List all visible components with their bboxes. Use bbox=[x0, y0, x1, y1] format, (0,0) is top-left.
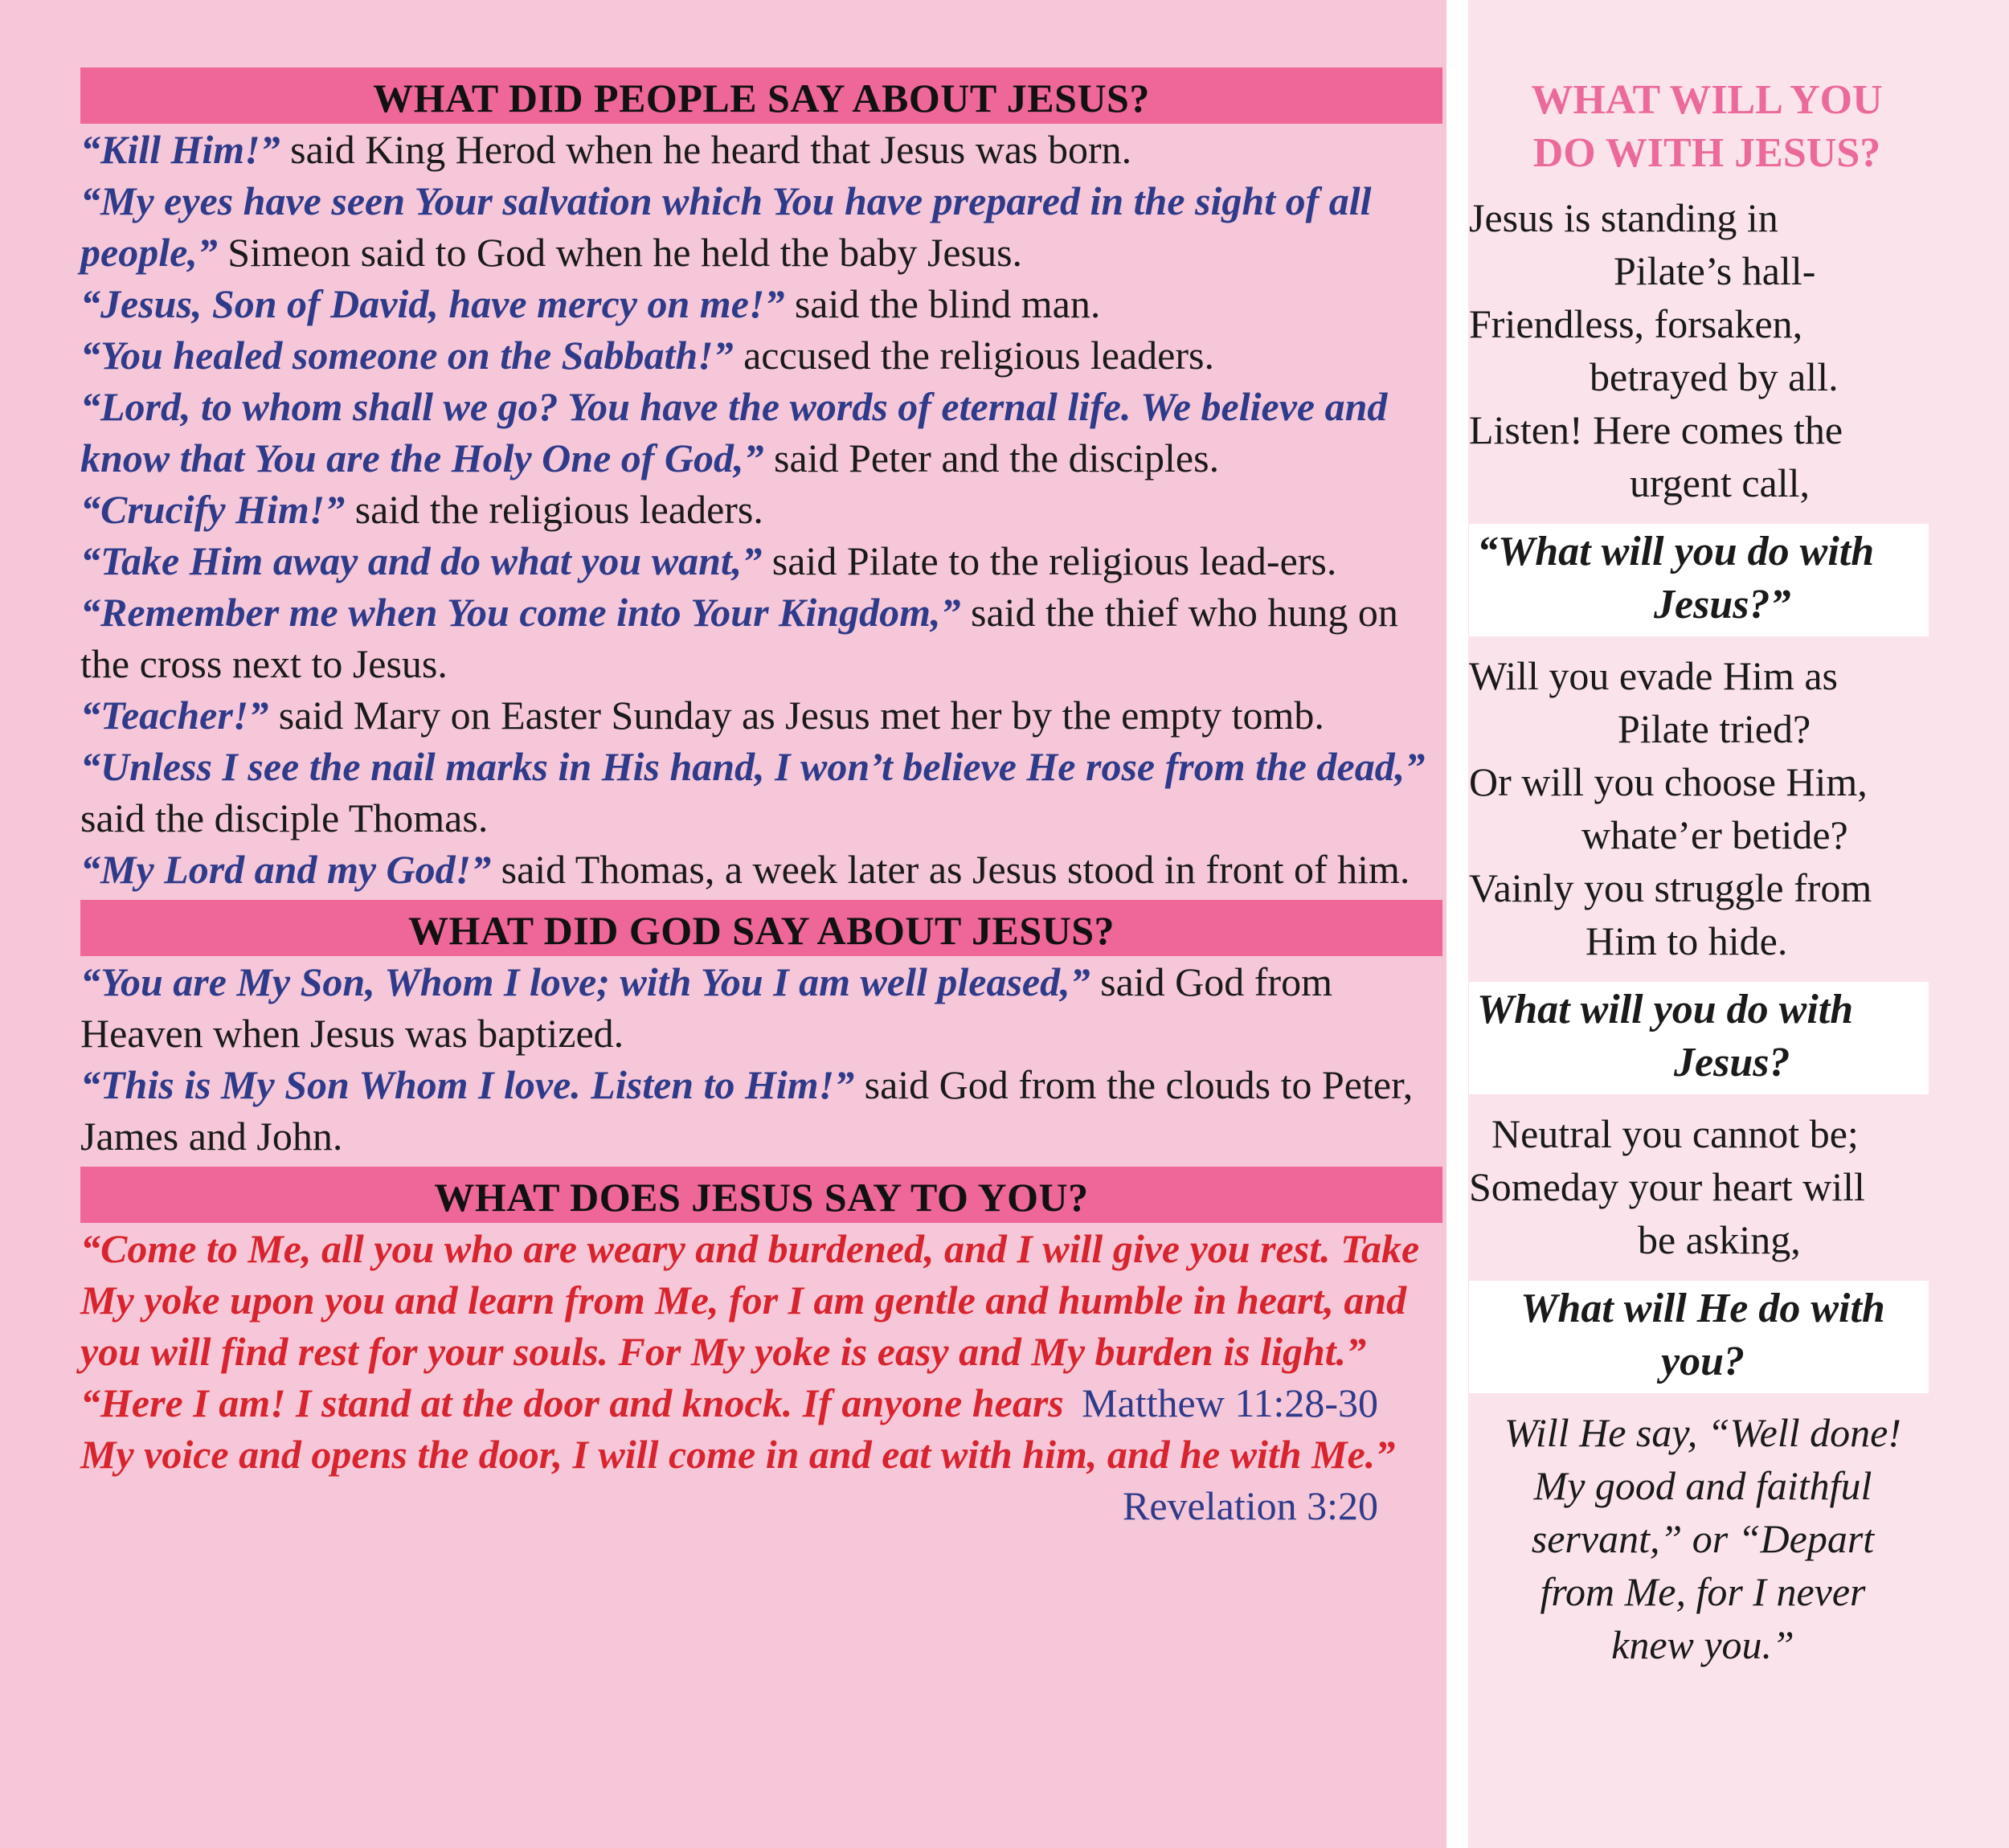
poem-line: Pilate tried? bbox=[1618, 706, 1811, 751]
final-stanza bbox=[1469, 1406, 1929, 1671]
people-quotes bbox=[80, 124, 1442, 895]
stanza-3 bbox=[1469, 1107, 1929, 1266]
ref-revelation: Revelation 3:20 bbox=[1123, 1483, 1378, 1528]
quote-attribution: said the thief who hung on the cross next to Jesus. bbox=[80, 590, 1398, 686]
right-column bbox=[1469, 74, 1929, 1671]
quote-text: “Lord, to whom shall we go? You have the words of eternal life. We believe and know that You are the Holy One of God,” bbox=[80, 384, 1388, 480]
final-line: servant,” or “Depart bbox=[1531, 1516, 1875, 1561]
quote-attribution: said Peter and the disciples. bbox=[763, 435, 1220, 480]
quote-attribution: said God from the clouds to Peter, James and John. bbox=[80, 1062, 1414, 1159]
quote-text: “Remember me when You come into Your Kingdom,” bbox=[80, 590, 961, 635]
poem-line: whate’er betide? bbox=[1581, 812, 1848, 857]
call-2-line-2: Jesus? bbox=[1674, 1040, 1790, 1085]
poem-line: Someday your heart will bbox=[1469, 1164, 1865, 1209]
quote-attribution: said Thomas, a week later as Jesus stood in front of him. bbox=[491, 847, 1410, 892]
quote-entry bbox=[80, 484, 1442, 535]
god-quotes bbox=[80, 956, 1442, 1162]
final-line: from Me, for I never bbox=[1540, 1569, 1866, 1614]
quote-text: “You healed someone on the Sabbath!” bbox=[80, 333, 734, 378]
call-1-line-1: “What will you do with bbox=[1477, 529, 1875, 574]
quote-entry bbox=[80, 844, 1442, 895]
quote-attribution: accused the religious leaders. bbox=[733, 333, 1214, 378]
ref-matthew: Matthew 11:28-30 bbox=[1082, 1380, 1378, 1425]
quote-text: “Teacher!” bbox=[80, 693, 269, 738]
poem-line: Him to hide. bbox=[1586, 918, 1788, 963]
poem-line: Jesus is standing in bbox=[1469, 195, 1778, 240]
quote-attribution: said Mary on Easter Sunday as Jesus met her by the empty tomb. bbox=[268, 693, 1324, 738]
stanza-1 bbox=[1469, 191, 1929, 509]
verse-revelation: “Here I am! I stand at the door and knock. If anyone hears My voice and opens the door, I will come in and eat with him, and he with Me.” bbox=[80, 1380, 1396, 1477]
poem-line: Vainly you struggle from bbox=[1469, 865, 1872, 910]
poem-line: Or will you choose Him, bbox=[1469, 759, 1868, 804]
quote-text: “Jesus, Son of David, have mercy on me!” bbox=[80, 281, 785, 326]
poem-title-line-1: WHAT WILL YOU bbox=[1531, 77, 1883, 123]
poem-line: Will you evade Him as bbox=[1469, 653, 1838, 698]
quote-entry bbox=[80, 124, 1442, 175]
verse-matthew bbox=[80, 1223, 1442, 1425]
quote-attribution: said the disciple Thomas. bbox=[80, 795, 489, 840]
quote-entry bbox=[80, 535, 1442, 587]
quote-attribution: said King Herod when he heard that Jesus was born. bbox=[280, 127, 1132, 172]
quote-entry bbox=[80, 381, 1442, 484]
quote-text: “Crucify Him!” bbox=[80, 487, 346, 532]
quote-attribution: said God from Heaven when Jesus was baptized. bbox=[80, 959, 1332, 1056]
poem-line: urgent call, bbox=[1630, 460, 1810, 505]
quote-entry bbox=[80, 329, 1442, 381]
call-box-1 bbox=[1469, 524, 1929, 636]
quote-attribution: said the blind man. bbox=[784, 281, 1101, 326]
call-2-line-1: What will you do with bbox=[1477, 987, 1854, 1032]
section-heading-jesus: WHAT DOES JESUS SAY TO YOU? bbox=[80, 1167, 1442, 1223]
poem-line: Neutral you cannot be; bbox=[1491, 1111, 1859, 1156]
verse-matthew-text: “Come to Me, all you who are weary and burdened, and I will give you rest. Take My yoke upon you and learn from Me, for I am gentle and humble in heart, and you will find rest for your souls. For My yoke is easy and My burden is light.” bbox=[80, 1226, 1420, 1374]
quote-entry bbox=[80, 1059, 1442, 1162]
stanza-2 bbox=[1469, 649, 1929, 967]
quote-text: “My eyes have seen Your salvation which You have prepared in the sight of all people,” bbox=[80, 178, 1372, 275]
call-3-line-2: you? bbox=[1661, 1339, 1745, 1384]
poem-line: betrayed by all. bbox=[1590, 354, 1839, 399]
poem-line: Listen! Here comes the bbox=[1469, 407, 1843, 452]
quote-text: “Unless I see the nail marks in His hand, I won’t believe He rose from the dead,” bbox=[80, 744, 1426, 789]
quote-attribution: said the religious leaders. bbox=[345, 487, 763, 532]
call-3-line-1: What will He do with bbox=[1520, 1286, 1885, 1331]
call-box-2 bbox=[1469, 982, 1929, 1094]
quote-entry bbox=[80, 956, 1442, 1059]
quote-text: “Take Him away and do what you want,” bbox=[80, 538, 763, 583]
section-heading-god: WHAT DID GOD SAY ABOUT JESUS? bbox=[80, 900, 1442, 956]
quote-text: “This is My Son Whom I love. Listen to Him!” bbox=[80, 1062, 855, 1107]
call-box-3 bbox=[1469, 1281, 1929, 1393]
quote-entry bbox=[80, 175, 1442, 278]
quote-entry bbox=[80, 741, 1442, 844]
poem-title-line-2: DO WITH JESUS? bbox=[1532, 130, 1881, 176]
final-line: Will He say, “Well done! bbox=[1504, 1410, 1901, 1455]
poem-line: be asking, bbox=[1638, 1217, 1801, 1262]
quote-text: “My Lord and my God!” bbox=[80, 847, 492, 892]
quote-entry bbox=[80, 278, 1442, 329]
final-line: My good and faithful bbox=[1533, 1463, 1872, 1508]
quote-attribution: Simeon said to God when he held the baby Jesus. bbox=[217, 230, 1023, 275]
poem-line: Pilate’s hall- bbox=[1614, 248, 1816, 293]
poem-line: Friendless, forsaken, bbox=[1469, 301, 1803, 346]
quote-text: “Kill Him!” bbox=[80, 127, 280, 172]
final-line: knew you.” bbox=[1611, 1622, 1794, 1667]
quote-entry bbox=[80, 587, 1442, 689]
poem-title bbox=[1469, 74, 1929, 180]
quote-attribution: said Pilate to the religious lead-ers. bbox=[762, 538, 1337, 583]
quote-entry bbox=[80, 689, 1442, 741]
call-1-line-2: Jesus?” bbox=[1654, 582, 1791, 628]
left-column bbox=[80, 67, 1442, 1531]
quote-text: “You are My Son, Whom I love; with You I am well pleased,” bbox=[80, 959, 1090, 1004]
section-heading-people: WHAT DID PEOPLE SAY ABOUT JESUS? bbox=[80, 67, 1442, 124]
